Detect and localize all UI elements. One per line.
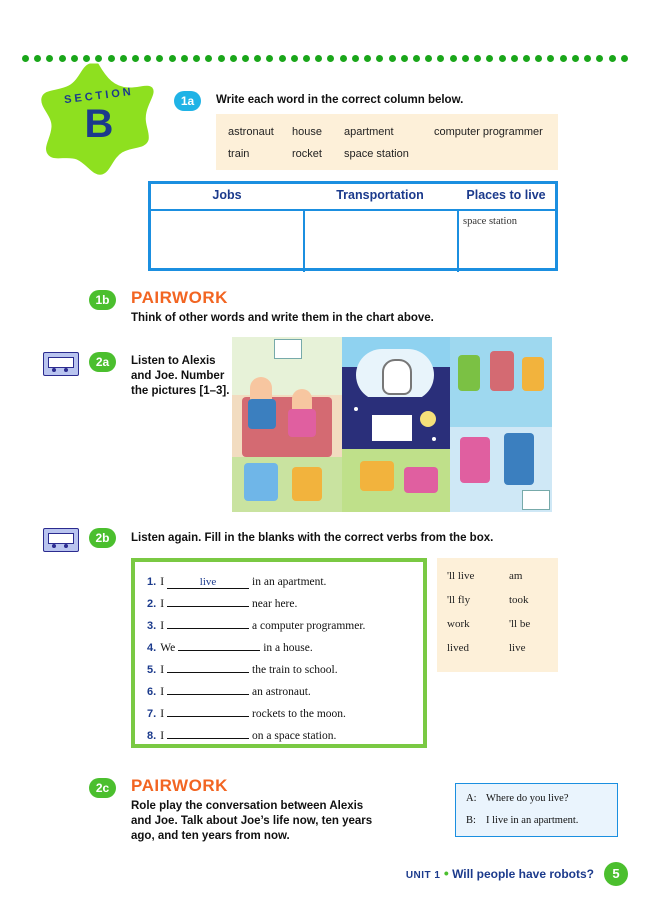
blank-after: on a space station. bbox=[252, 730, 337, 742]
rule-dot bbox=[205, 55, 212, 62]
blank-after: in a house. bbox=[263, 642, 313, 654]
table-header-row bbox=[151, 184, 555, 211]
blank-before: I bbox=[160, 686, 165, 698]
verb-item: am bbox=[509, 570, 523, 582]
verb-item: lived bbox=[447, 642, 469, 654]
panel-2 bbox=[342, 337, 450, 512]
blank-before: I bbox=[160, 598, 165, 610]
blank-number: 2. bbox=[147, 598, 157, 610]
dialogue-text-a: Where do you live? bbox=[486, 793, 569, 804]
rule-dot bbox=[340, 55, 347, 62]
table-header-jobs: Jobs bbox=[212, 188, 242, 202]
rule-dot bbox=[621, 55, 628, 62]
rule-dot bbox=[425, 55, 432, 62]
blank-item-5[interactable] bbox=[147, 664, 338, 676]
rule-dot bbox=[181, 55, 188, 62]
rule-dot bbox=[59, 55, 66, 62]
blank-after: in an apartment. bbox=[252, 576, 327, 588]
blank-item-6[interactable] bbox=[147, 686, 311, 698]
rule-dot bbox=[315, 55, 322, 62]
ex2c-instruction-line3: ago, and ten years from now. bbox=[131, 830, 290, 842]
word-item: rocket bbox=[292, 148, 322, 160]
cassette-reel bbox=[64, 368, 68, 372]
blank-after: near here. bbox=[252, 598, 298, 610]
cassette-icon bbox=[43, 352, 79, 376]
blank-input[interactable] bbox=[167, 672, 249, 673]
rule-dot bbox=[327, 55, 334, 62]
verb-item: 'll live bbox=[447, 570, 475, 582]
rule-dot bbox=[303, 55, 310, 62]
blank-number: 8. bbox=[147, 730, 157, 742]
rule-dot bbox=[364, 55, 371, 62]
cassette-reel bbox=[52, 368, 56, 372]
blank-before: I bbox=[160, 730, 165, 742]
rule-dot bbox=[169, 55, 176, 62]
word-item: apartment bbox=[344, 126, 394, 138]
cassette-icon bbox=[43, 528, 79, 552]
dialogue-speaker-a: A: bbox=[466, 793, 477, 804]
verb-item: 'll be bbox=[509, 618, 531, 630]
section-label: SECTION bbox=[63, 85, 135, 107]
rule-dot bbox=[450, 55, 457, 62]
footer-unit-label: UNIT 1 bbox=[405, 870, 441, 881]
rule-dot bbox=[413, 55, 420, 62]
rule-dot bbox=[486, 55, 493, 62]
rule-dot bbox=[83, 55, 90, 62]
blank-number: 5. bbox=[147, 664, 157, 676]
blank-input[interactable] bbox=[178, 650, 260, 651]
badge-1a[interactable]: 1a bbox=[174, 91, 201, 111]
rule-dot bbox=[242, 55, 249, 62]
blank-item-3[interactable] bbox=[147, 620, 365, 632]
blank-before: I bbox=[160, 576, 165, 588]
word-item: space station bbox=[344, 148, 409, 160]
ex1a-instruction: Write each word in the correct column below. bbox=[216, 94, 464, 106]
rule-dot bbox=[437, 55, 444, 62]
footer-unit-title: Will people have robots? bbox=[452, 867, 594, 881]
illustration-three-panels bbox=[232, 337, 552, 512]
rule-dot bbox=[596, 55, 603, 62]
blank-before: I bbox=[160, 708, 165, 720]
rule-dot bbox=[22, 55, 29, 62]
rule-dot bbox=[547, 55, 554, 62]
blank-input[interactable] bbox=[167, 738, 249, 739]
rule-dot bbox=[291, 55, 298, 62]
blank-after: a computer programmer. bbox=[252, 620, 366, 632]
rule-dot bbox=[71, 55, 78, 62]
fill-in-blanks-box bbox=[131, 558, 427, 748]
table-divider bbox=[457, 211, 459, 272]
table-cell-places-1: space station bbox=[463, 216, 517, 227]
cassette-label bbox=[48, 533, 74, 544]
rule-dot bbox=[230, 55, 237, 62]
rule-dot bbox=[376, 55, 383, 62]
rule-dot bbox=[511, 55, 518, 62]
rule-dot bbox=[218, 55, 225, 62]
blank-item-4[interactable] bbox=[147, 642, 313, 654]
rule-dot bbox=[572, 55, 579, 62]
rule-dot bbox=[499, 55, 506, 62]
rule-dot bbox=[462, 55, 469, 62]
word-item: computer programmer bbox=[434, 126, 543, 138]
badge-1b[interactable]: 1b bbox=[89, 290, 116, 310]
table-header-places: Places to live bbox=[466, 188, 546, 202]
verb-item: live bbox=[509, 642, 526, 654]
blank-item-7[interactable] bbox=[147, 708, 346, 720]
rule-dot bbox=[46, 55, 53, 62]
cassette-reel bbox=[52, 544, 56, 548]
ex2a-instruction-line2: and Joe. Number bbox=[131, 370, 225, 382]
cassette-reel bbox=[64, 544, 68, 548]
ex2a-instruction-line3: the pictures [1–3]. bbox=[131, 385, 230, 397]
blank-number: 7. bbox=[147, 708, 157, 720]
ex2c-instruction-line2: and Joe. Talk about Joe’s life now, ten years bbox=[131, 815, 373, 827]
footer-separator: • bbox=[443, 865, 449, 881]
rule-dot bbox=[279, 55, 286, 62]
footer-unit-line bbox=[406, 865, 594, 881]
word-item: astronaut bbox=[228, 126, 274, 138]
blank-input[interactable] bbox=[167, 716, 249, 717]
section-star bbox=[36, 62, 156, 180]
blank-number: 6. bbox=[147, 686, 157, 698]
blank-number: 3. bbox=[147, 620, 157, 632]
rule-dot bbox=[120, 55, 127, 62]
word-item: house bbox=[292, 126, 322, 138]
rule-dot bbox=[132, 55, 139, 62]
rule-dot bbox=[474, 55, 481, 62]
classification-table[interactable] bbox=[148, 181, 558, 271]
ex2c-instruction-line1: Role play the conversation between Alexis bbox=[131, 800, 364, 812]
blank-after: an astronaut. bbox=[252, 686, 311, 698]
verb-item: 'll fly bbox=[447, 594, 471, 606]
rule-dot bbox=[95, 55, 102, 62]
ex2a-instruction-line1: Listen to Alexis bbox=[131, 355, 216, 367]
page-footer bbox=[0, 862, 650, 892]
rule-dot bbox=[352, 55, 359, 62]
verb-item: took bbox=[509, 594, 529, 606]
blank-number: 1. bbox=[147, 576, 157, 588]
blank-after: the train to school. bbox=[252, 664, 338, 676]
blank-input[interactable]: live bbox=[167, 576, 249, 589]
blank-item-2[interactable] bbox=[147, 598, 297, 610]
panel-number-box[interactable] bbox=[274, 339, 302, 359]
dialogue-speaker-b: B: bbox=[466, 815, 476, 826]
blank-after: rockets to the moon. bbox=[252, 708, 346, 720]
rule-dot bbox=[193, 55, 200, 62]
ex2c-pairwork-title: PAIRWORK bbox=[131, 776, 228, 795]
blank-before: I bbox=[160, 620, 165, 632]
rule-dot bbox=[523, 55, 530, 62]
table-header-transportation: Transportation bbox=[336, 188, 424, 202]
badge-2a[interactable]: 2a bbox=[89, 352, 116, 372]
section-letter: B bbox=[84, 102, 114, 146]
rule-dot bbox=[108, 55, 115, 62]
badge-2c[interactable]: 2c bbox=[89, 778, 116, 798]
blank-number: 4. bbox=[147, 642, 157, 654]
ex1b-instruction: Think of other words and write them in the chart above. bbox=[131, 312, 434, 324]
panel-3 bbox=[450, 337, 552, 512]
blank-input[interactable] bbox=[167, 606, 249, 607]
verb-item: work bbox=[447, 618, 470, 630]
blank-input[interactable] bbox=[167, 628, 249, 629]
verb-bank-box bbox=[437, 558, 558, 672]
rule-dot bbox=[254, 55, 261, 62]
cassette-label bbox=[48, 357, 74, 368]
word-item: train bbox=[228, 148, 250, 160]
rule-dot bbox=[266, 55, 273, 62]
rule-dot bbox=[560, 55, 567, 62]
blank-item-1[interactable] bbox=[147, 576, 326, 589]
rule-dot bbox=[535, 55, 542, 62]
rule-dot bbox=[609, 55, 616, 62]
blank-before: We bbox=[160, 642, 176, 654]
blank-item-8[interactable] bbox=[147, 730, 336, 742]
rule-dot bbox=[389, 55, 396, 62]
blank-before: I bbox=[160, 664, 165, 676]
rule-dot bbox=[156, 55, 163, 62]
word-bank-box bbox=[216, 114, 558, 170]
rule-dot bbox=[401, 55, 408, 62]
panel-1 bbox=[232, 337, 342, 512]
page-number-badge: 5 bbox=[604, 862, 628, 886]
sample-dialogue-box bbox=[455, 783, 618, 837]
ex2b-instruction: Listen again. Fill in the blanks with the correct verbs from the box. bbox=[131, 532, 494, 544]
dialogue-text-b: I live in an apartment. bbox=[486, 815, 579, 826]
badge-2b[interactable]: 2b bbox=[89, 528, 116, 548]
rule-dot bbox=[144, 55, 151, 62]
blank-input[interactable] bbox=[167, 694, 249, 695]
rule-dot bbox=[584, 55, 591, 62]
ex1b-pairwork-title: PAIRWORK bbox=[131, 288, 228, 307]
table-divider bbox=[303, 211, 305, 272]
rule-dot bbox=[34, 55, 41, 62]
